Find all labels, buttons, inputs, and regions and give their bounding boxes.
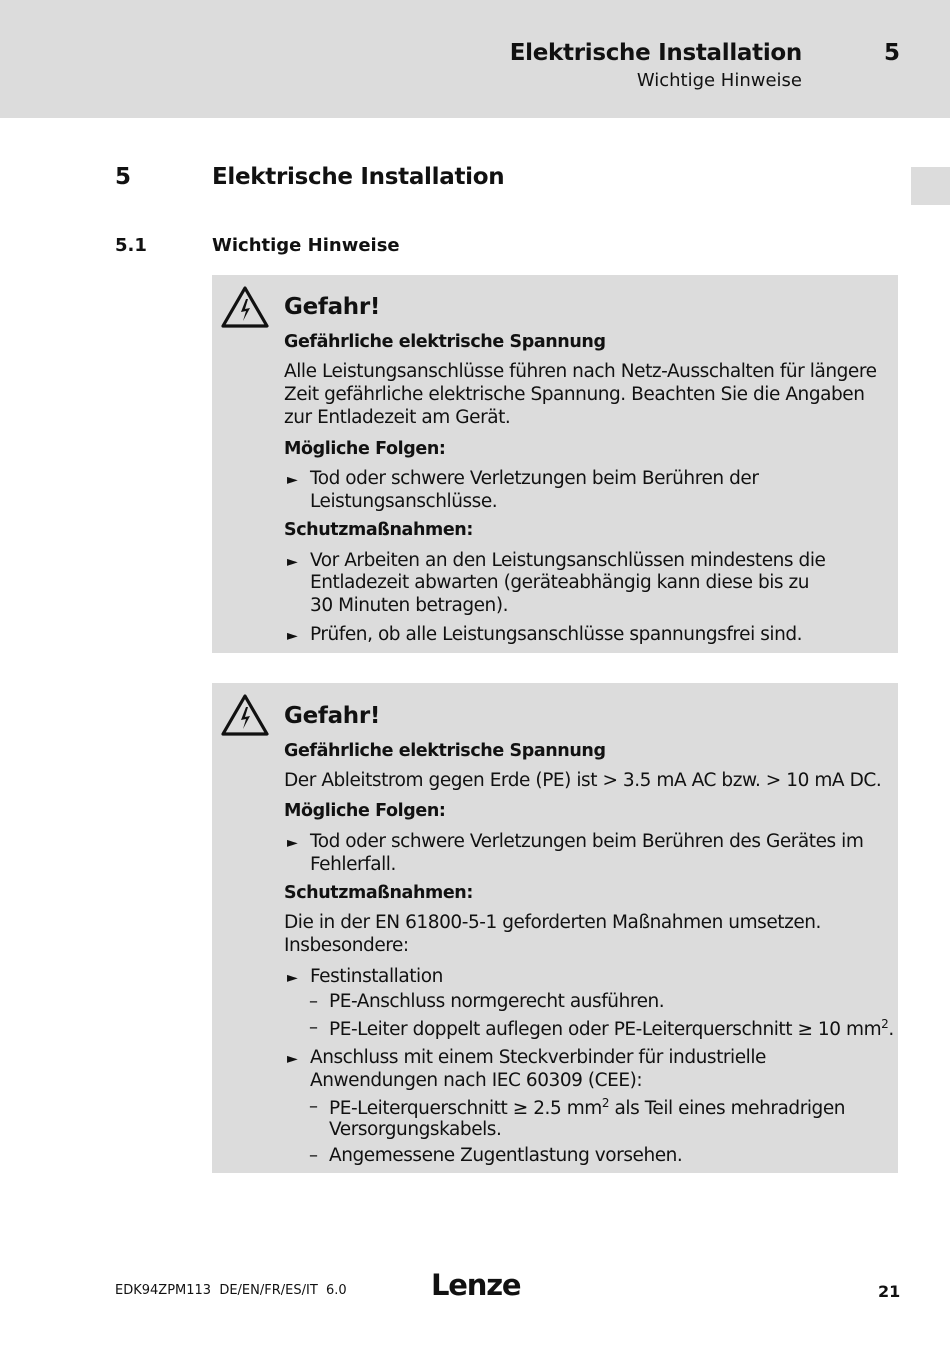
consequence-line: Fehlerfall. bbox=[310, 854, 396, 875]
measure-subitem: Angemessene Zugentlastung vorsehen. bbox=[329, 1145, 683, 1166]
header-subtitle: Wichtige Hinweise bbox=[636, 70, 802, 91]
notice-title: Gefahr! bbox=[284, 294, 381, 320]
measure-line: Entladezeit abwarten (geräteabhängig kann diese bis zu bbox=[310, 572, 810, 593]
bullet-arrow-icon: ► bbox=[287, 1051, 298, 1067]
measures-intro-line: Die in der EN 61800-5-1 geforderten Maßnahmen umsetzen. bbox=[284, 912, 821, 933]
measure-line: Prüfen, ob alle Leistungsanschlüsse spannungsfrei sind. bbox=[310, 624, 803, 645]
section-number: 5 bbox=[115, 164, 132, 190]
notice-subtitle: Gefährliche elektrische Spannung bbox=[284, 332, 606, 352]
measures-intro-line: Insbesondere: bbox=[284, 935, 409, 956]
page-number: 21 bbox=[878, 1282, 901, 1301]
notice-title: Gefahr! bbox=[284, 703, 381, 729]
measure-line: Vor Arbeiten an den Leistungsanschlüssen mindestens die bbox=[310, 550, 826, 571]
notice-text-line: Zeit gefährliche elektrische Spannung. Beachten Sie die Angaben bbox=[284, 384, 865, 405]
dash-bullet: – bbox=[309, 991, 318, 1012]
danger-notice-2 bbox=[212, 683, 898, 1173]
page-header bbox=[0, 0, 950, 118]
consequences-label: Mögliche Folgen: bbox=[284, 801, 446, 821]
header-title: Elektrische Installation bbox=[509, 40, 802, 66]
notice-subtitle: Gefährliche elektrische Spannung bbox=[284, 741, 606, 761]
notice-text-line: zur Entladezeit am Gerät. bbox=[284, 407, 511, 428]
measure-item: Anwendungen nach IEC 60309 (CEE): bbox=[310, 1070, 643, 1091]
measure-item: Anschluss mit einem Steckverbinder für industrielle bbox=[310, 1047, 766, 1068]
danger-notice-1 bbox=[212, 275, 898, 653]
consequence-line: Tod oder schwere Verletzungen beim Berühren des Gerätes im bbox=[310, 831, 864, 852]
header-chapter-number: 5 bbox=[884, 40, 901, 66]
consequence-line: Leistungsanschlüsse. bbox=[310, 491, 498, 512]
bullet-arrow-icon: ► bbox=[287, 628, 298, 644]
bullet-arrow-icon: ► bbox=[287, 835, 298, 851]
consequences-label: Mögliche Folgen: bbox=[284, 439, 446, 459]
high-voltage-warning-icon bbox=[220, 285, 270, 329]
measure-subitem: PE-Anschluss normgerecht ausführen. bbox=[329, 991, 665, 1012]
measure-subitem: PE-Leiterquerschnitt ≥ 2.5 $mm^2$ als Teil eines mehradrigen bbox=[329, 1096, 846, 1120]
high-voltage-warning-icon bbox=[220, 693, 270, 737]
measure-subitem: Versorgungskabels. bbox=[329, 1119, 502, 1140]
document-id: EDK94ZPM113 DE/EN/FR/ES/IT 6.0 bbox=[115, 1283, 347, 1298]
bullet-arrow-icon: ► bbox=[287, 970, 298, 986]
notice-text-line: Der Ableitstrom gegen Erde (PE) ist > 3.5 mA AC bzw. > 10 mA DC. bbox=[284, 770, 882, 791]
bullet-arrow-icon: ► bbox=[287, 472, 298, 488]
measure-subitem: PE-Leiter doppelt auflegen oder PE-Leiterquerschnitt ≥ 10 $mm^2$. bbox=[329, 1017, 894, 1041]
subsection-number: 5.1 bbox=[115, 235, 147, 256]
measure-item: Festinstallation bbox=[310, 966, 443, 987]
section-title: Elektrische Installation bbox=[212, 164, 505, 190]
chapter-side-tab bbox=[911, 167, 950, 205]
brand-logo: Lenze bbox=[431, 1268, 521, 1302]
notice-text-line: Alle Leistungsanschlüsse führen nach Netz-Ausschalten für längere bbox=[284, 361, 877, 382]
dash-bullet: – bbox=[309, 1145, 318, 1166]
measures-label: Schutzmaßnahmen: bbox=[284, 883, 473, 903]
dash-bullet: – bbox=[309, 1017, 318, 1038]
consequence-line: Tod oder schwere Verletzungen beim Berühren der bbox=[310, 468, 759, 489]
measures-label: Schutzmaßnahmen: bbox=[284, 520, 473, 540]
measure-line: 30 Minuten betragen). bbox=[310, 595, 509, 616]
bullet-arrow-icon: ► bbox=[287, 554, 298, 570]
dash-bullet: – bbox=[309, 1096, 318, 1117]
subsection-title: Wichtige Hinweise bbox=[212, 235, 400, 256]
